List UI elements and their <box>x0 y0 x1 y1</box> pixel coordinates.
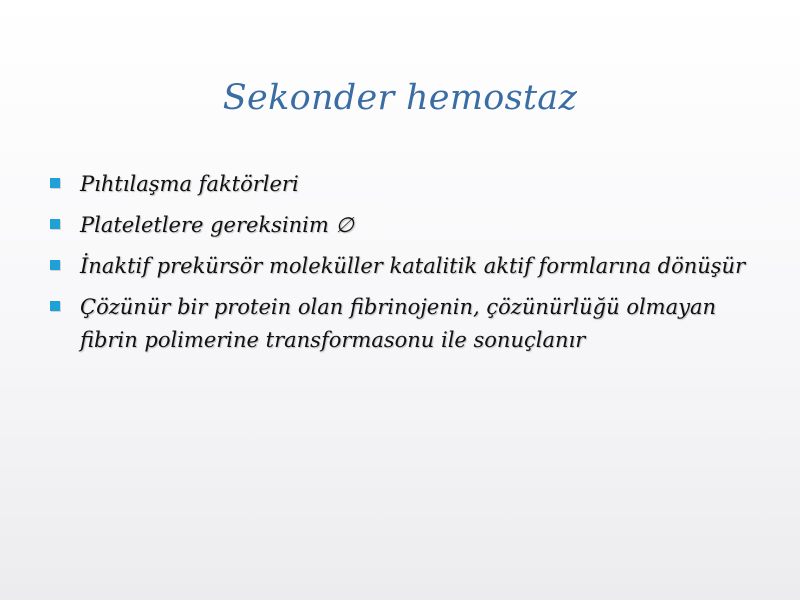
bullet-text: İnaktif prekürsör moleküller katalitik aktif formlarına dönüşür <box>80 254 746 278</box>
bullet-item-fibrinogen <box>50 291 750 357</box>
square-bullet-icon <box>50 219 60 229</box>
square-bullet-icon <box>50 301 60 311</box>
square-bullet-icon <box>50 178 60 188</box>
bullet-text: Çözünür bir protein olan fibrinojenin, çözünürlüğü olmayan fibrin polimerine transformasonu ile sonuçlanır <box>80 295 717 352</box>
bullet-item-clotting-factors <box>50 168 750 201</box>
bullet-text: Plateletlere gereksinim ∅ <box>80 213 354 237</box>
slide-title: Sekonder hemostaz <box>222 78 578 118</box>
square-bullet-icon <box>50 260 60 270</box>
bullet-item-platelets <box>50 209 750 242</box>
bullet-item-inactive-precursors <box>50 250 750 283</box>
bullet-list <box>50 168 750 365</box>
bullet-text: Pıhtılaşma faktörleri <box>80 172 299 196</box>
